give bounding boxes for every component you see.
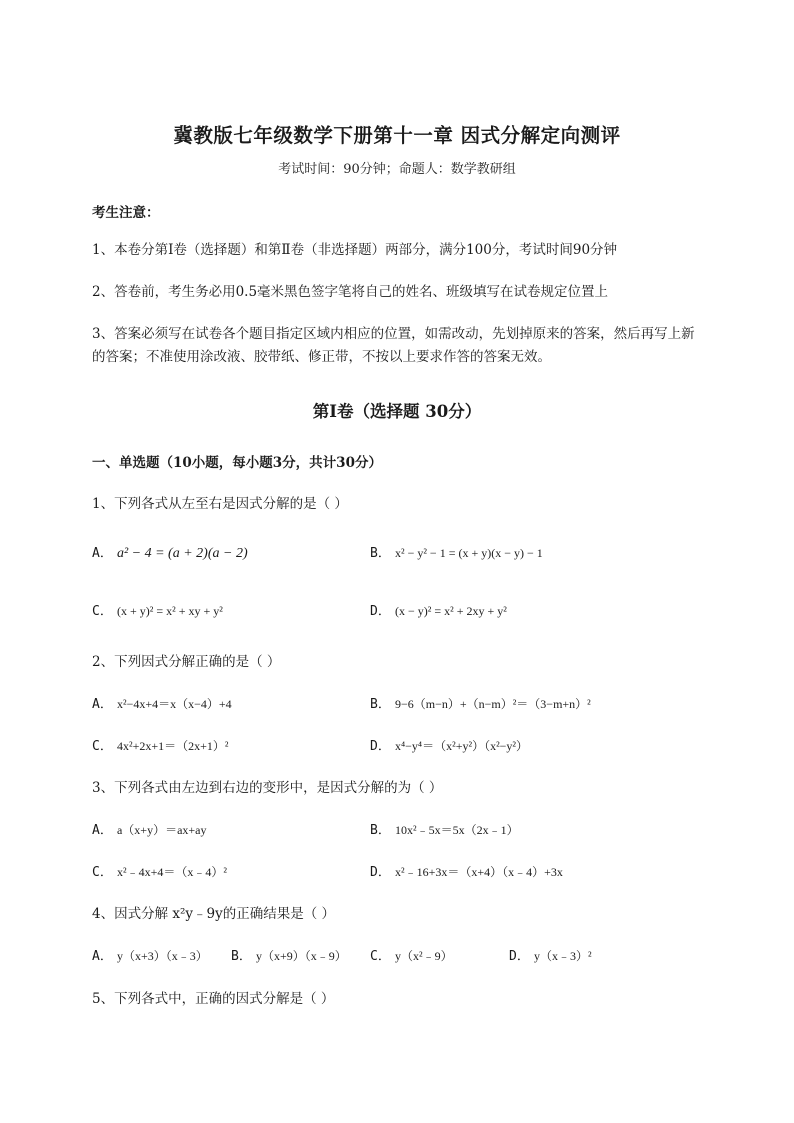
exam-info: 考试时间：90分钟；命题人：数学教研组 <box>278 162 516 177</box>
option-letter: A． <box>92 823 113 838</box>
page-title: 冀教版七年级数学下册第十一章 因式分解定向测评 <box>173 124 621 147</box>
option-b <box>370 542 543 561</box>
option-expression: 4x²+2x+1＝（2x+1）² <box>116 739 229 753</box>
option-expression: y（x﹣3）² <box>533 949 592 963</box>
option-letter: D． <box>370 865 391 880</box>
option-expression: y（x²﹣9） <box>394 949 453 963</box>
option-expression: x² − y² − 1 = (x + y)(x − y) − 1 <box>394 546 543 560</box>
option-a <box>92 542 248 562</box>
option-letter: B． <box>231 949 252 964</box>
note-item: 2、答卷前，考生务必用0.5毫米黑色签字笔将自己的姓名、班级填写在试卷规定位置上 <box>92 284 609 300</box>
option-expression: a² − 4 = (a + 2)(a − 2) <box>116 546 248 561</box>
option-letter: B． <box>370 697 391 712</box>
option-letter: C． <box>370 949 391 964</box>
option-b <box>231 945 347 964</box>
option-expression: 9−6（m−n）+（n−m）²＝（3−m+n）² <box>394 697 591 711</box>
option-letter: B． <box>370 546 391 561</box>
option-c <box>92 600 223 619</box>
option-letter: A． <box>92 949 113 964</box>
option-d <box>509 945 592 964</box>
option-d <box>370 735 528 754</box>
question-stem: 5、下列各式中，正确的因式分解是（ ） <box>92 991 335 1007</box>
question-stem: 3、下列各式由左边到右边的变形中，是因式分解的为（ ） <box>92 780 443 796</box>
note-item: 3、答案必须写在试卷各个题目指定区域内相应的位置，如需改动，先划掉原来的答案，然后再写上新 <box>92 326 695 342</box>
question-group-title: 一、单选题（10小题，每小题3分，共计30分） <box>92 455 382 471</box>
option-expression: 10x²﹣5x＝5x（2x﹣1） <box>394 823 519 837</box>
option-expression: y（x+9）（x﹣9） <box>255 949 347 963</box>
option-a <box>92 819 206 838</box>
option-expression: x⁴−y⁴＝（x²+y²）（x²−y²） <box>394 739 529 753</box>
option-d <box>370 600 507 619</box>
option-c <box>370 945 453 964</box>
option-letter: C． <box>92 604 113 619</box>
option-letter: C． <box>92 739 113 754</box>
option-a <box>92 945 208 964</box>
section-title: 第Ⅰ卷（选择题 30分） <box>312 402 482 421</box>
option-expression: a（x+y）＝ax+ay <box>116 823 207 837</box>
option-d <box>370 861 563 880</box>
option-letter: B． <box>370 823 391 838</box>
option-c <box>92 861 227 880</box>
note-item: 1、本卷分第Ⅰ卷（选择题）和第Ⅱ卷（非选择题）两部分，满分100分，考试时间90分钟 <box>92 242 618 258</box>
question-stem: 1、下列各式从左至右是因式分解的是（ ） <box>92 496 348 512</box>
option-letter: A． <box>92 697 113 712</box>
option-expression: (x − y)² = x² + 2xy + y² <box>394 604 507 618</box>
question-stem: 2、下列因式分解正确的是（ ） <box>92 654 281 670</box>
option-letter: D． <box>509 949 530 964</box>
option-letter: C． <box>92 865 113 880</box>
question-stem: 4、因式分解 x²y﹣9y的正确结果是（ ） <box>92 906 336 922</box>
option-expression: x²−4x+4＝x（x−4）+4 <box>116 697 232 711</box>
option-letter: D． <box>370 604 391 619</box>
option-a <box>92 693 232 712</box>
option-b <box>370 693 591 712</box>
note-item-continued: 的答案；不准使用涂改液、胶带纸、修正带，不按以上要求作答的答案无效。 <box>92 349 551 365</box>
option-expression: x²﹣16+3x＝（x+4）（x﹣4）+3x <box>394 865 563 879</box>
notes-heading: 考生注意： <box>92 205 160 221</box>
option-expression: (x + y)² = x² + xy + y² <box>116 604 223 618</box>
option-letter: A． <box>92 546 113 561</box>
option-c <box>92 735 228 754</box>
option-b <box>370 819 519 838</box>
option-expression: y（x+3）（x﹣3） <box>116 949 208 963</box>
option-expression: x²﹣4x+4＝（x﹣4）² <box>116 865 227 879</box>
option-letter: D． <box>370 739 391 754</box>
